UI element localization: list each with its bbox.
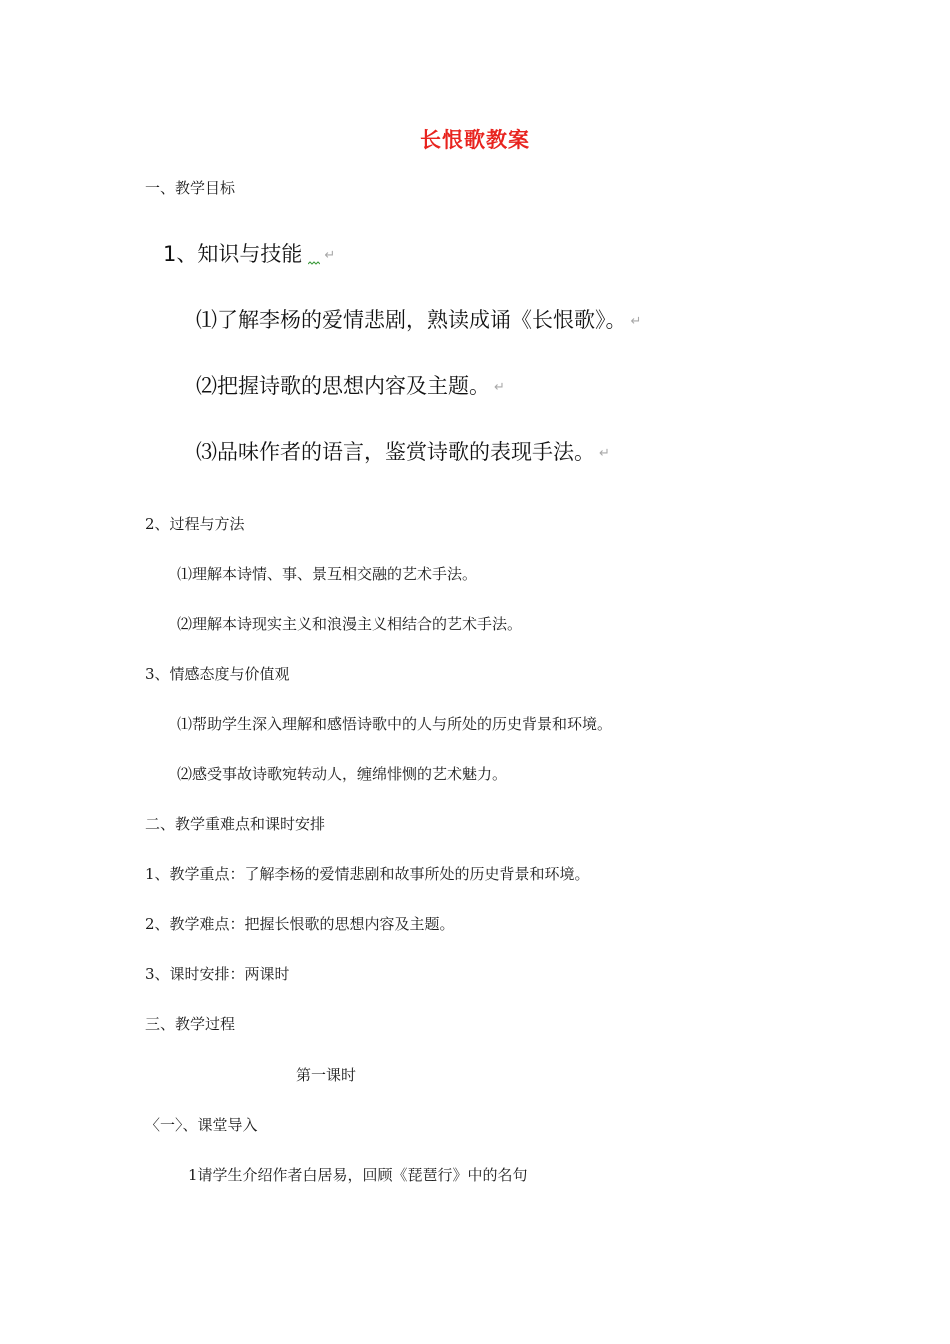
objective-2-item: ⑴理解本诗情、事、景互相交融的艺术手法。 [177,565,478,583]
keypoint-item: 3、课时安排：两课时 [145,965,290,983]
objective-3-item: ⑵感受事故诗歌宛转动人，缠绵悱恻的艺术魅力。 [177,765,508,783]
lesson-label: 第一课时 [296,1066,357,1084]
objective-2-heading: 2、过程与方法 [145,515,245,533]
objective-1-item [196,306,641,336]
paragraph-mark-icon: ↵ [599,446,610,461]
objective-2-item: ⑵理解本诗现实主义和浪漫主义相结合的艺术手法。 [177,615,523,633]
subsection-heading-intro: 〈一〉、课堂导入 [145,1116,258,1134]
objective-1-heading-text: 1、知识与技能 [163,242,303,266]
objective-1-heading [163,240,335,270]
objective-1-item-text: ⑵把握诗歌的思想内容及主题。 [196,374,490,398]
objective-3-item: ⑴帮助学生深入理解和感悟诗歌中的人与所处的历史背景和环境。 [177,715,613,733]
section-heading-objectives: 一、教学目标 [145,179,236,197]
paragraph-mark-icon: ↵ [494,380,505,395]
objective-1-item [196,372,505,402]
paragraph-mark-icon: ↵ [630,314,642,329]
paragraph-mark-icon: ↵ [324,248,336,263]
objective-1-item [196,438,610,468]
objective-1-item-text: ⑶品味作者的语言，鉴赏诗歌的表现手法。 [196,440,595,464]
objective-3-heading: 3、情感态度与价值观 [145,665,290,683]
document-title: 长恨歌教案 [420,128,530,152]
spellcheck-squiggle-icon [308,261,320,267]
intro-item: 1请学生介绍作者白居易，回顾《琵琶行》中的名句 [188,1166,528,1184]
keypoint-item: 1、教学重点：了解李杨的爱情悲剧和故事所处的历史背景和环境。 [145,865,590,883]
section-heading-process: 三、教学过程 [145,1015,236,1033]
objective-1-item-text: ⑴了解李杨的爱情悲剧，熟读成诵《长恨歌》。 [196,308,627,332]
section-heading-keypoints: 二、教学重难点和课时安排 [145,815,326,833]
keypoint-item: 2、教学难点：把握长恨歌的思想内容及主题。 [145,915,455,933]
